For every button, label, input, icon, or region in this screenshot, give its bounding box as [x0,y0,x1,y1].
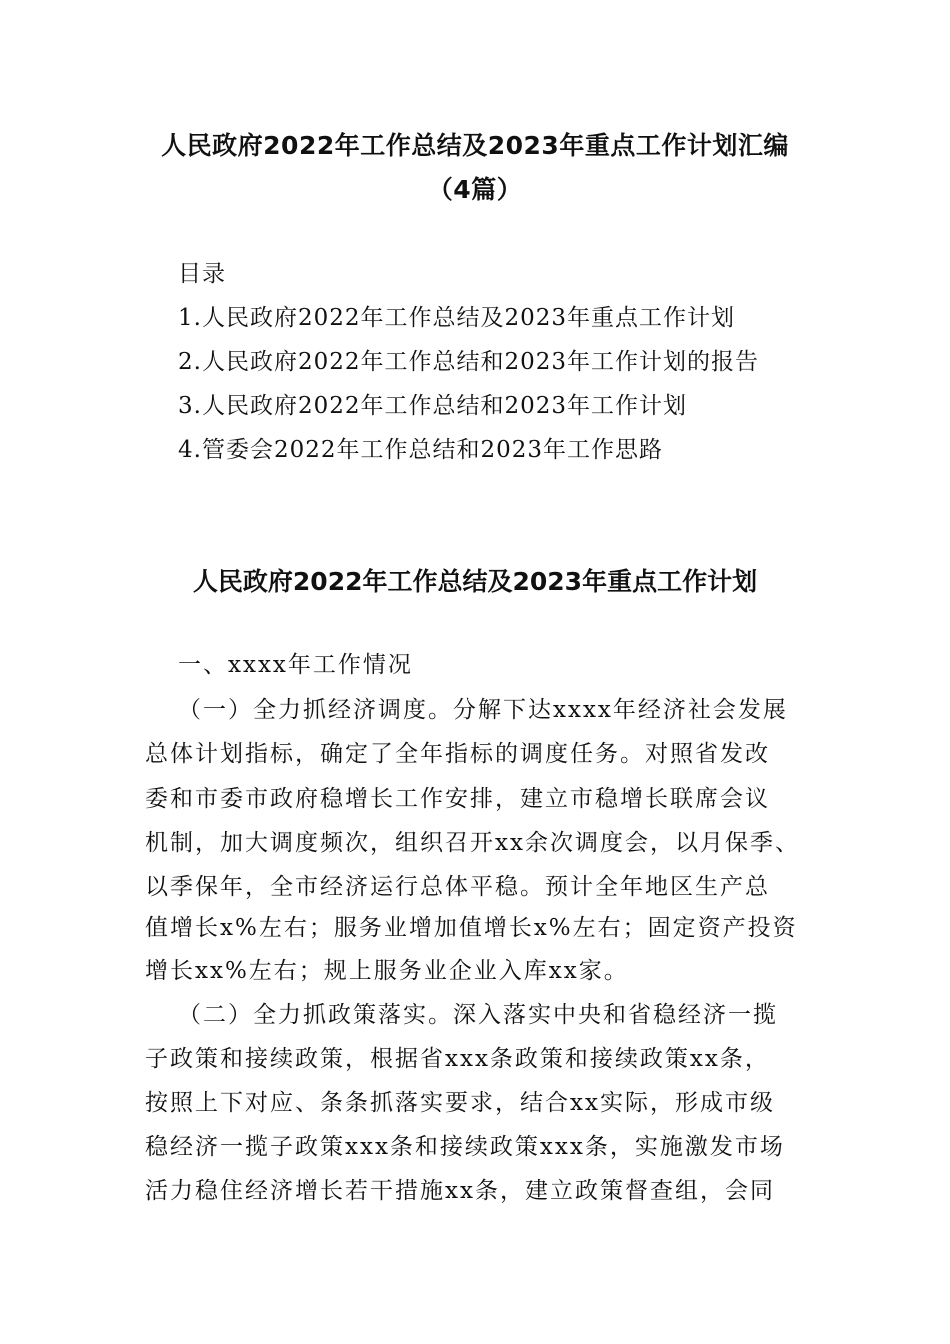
section-heading: 一、xxxx年工作情况 [178,652,413,678]
paragraph-line: 增长xx%左右；规上服务业企业入库xx家。 [145,958,629,984]
paragraph-line: （二）全力抓政策落实。深入落实中央和省稳经济一揽 [178,1002,778,1028]
paragraph-line: 活力稳住经济增长若干措施xx条，建立政策督查组，会同 [145,1178,775,1204]
toc-item: 2.人民政府2022年工作总结和2023年工作计划的报告 [178,349,760,375]
toc-heading: 目录 [178,261,226,287]
paragraph-line: 以季保年，全市经济运行总体平稳。预计全年地区生产总 [145,874,770,900]
toc-item: 4.管委会2022年工作总结和2023年工作思路 [178,437,664,463]
paragraph-line: 子政策和接续政策，根据省xxx条政策和接续政策xx条， [145,1046,770,1072]
toc-item: 1.人民政府2022年工作总结及2023年重点工作计划 [178,305,736,331]
paragraph-line: 总体计划指标，确定了全年指标的调度任务。对照省发改 [145,741,770,767]
document-title: 人民政府2022年工作总结及2023年重点工作计划汇编 [161,131,789,160]
document-subtitle: （4篇） [427,175,523,204]
toc-item: 3.人民政府2022年工作总结和2023年工作计划 [178,393,688,419]
paragraph-line: 稳经济一揽子政策xxx条和接续政策xxx条，实施激发市场 [145,1134,785,1160]
paragraph-line: 委和市委市政府稳增长工作安排，建立市稳增长联席会议 [145,786,770,812]
paragraph-line: 值增长x%左右；服务业增加值增长x%左右；固定资产投资 [145,915,798,941]
paragraph-line: 按照上下对应、条条抓落实要求，结合xx实际，形成市级 [145,1090,775,1116]
paragraph-line: 机制，加大调度频次，组织召开xx余次调度会，以月保季、 [145,830,800,856]
table-of-contents [178,252,759,472]
section-title: 人民政府2022年工作总结及2023年重点工作计划 [192,567,758,596]
paragraph-line: （一）全力抓经济调度。分解下达xxxx年经济社会发展 [178,697,788,723]
